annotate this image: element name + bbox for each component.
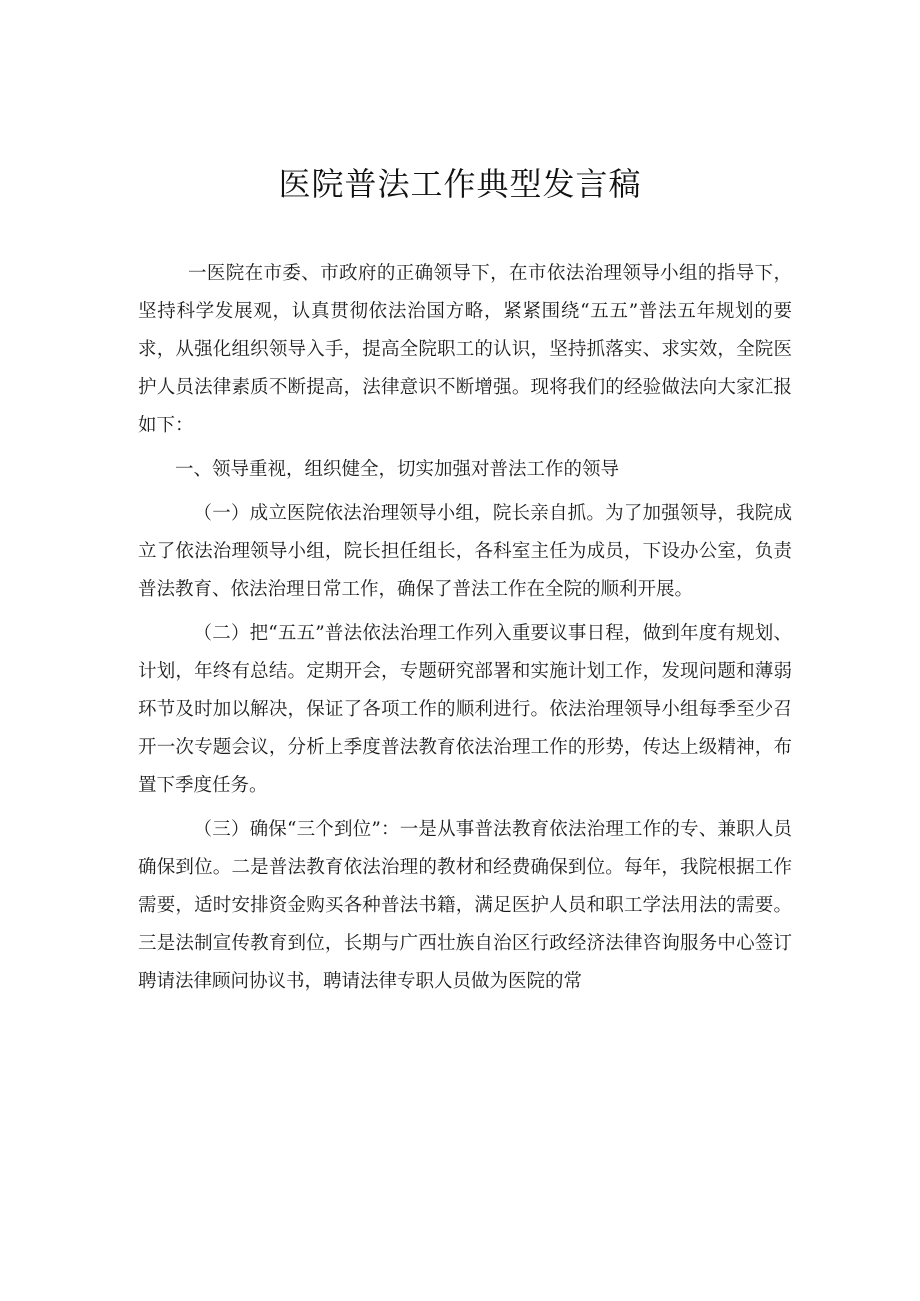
document-body [138,255,792,1001]
paragraph-item-1: （一）成立医院依法治理领导小组，院长亲自抓。为了加强领导，我院成立了依法治理领导小组，院长担任组长，各科室主任为成员，下设办公室，负责普法教育、依法治理日常工作，确保了普法工作在全院的顺利开展。 [138,503,792,600]
paragraph-item-3: （三）确保“三个到位”：一是从事普法教育依法治理工作的专、兼职人员确保到位。二是普法教育依法治理的教材和经费确保到位。每年，我院根据工作需要，适时安排资金购买各种普法书籍，满足医护人员和职工学法用法的需要。三是法制宣传教育到位，长期与广西壮族自治区行政经济法律咨询服务中心签订聘请法律顾问协议书，聘请法律专职人员做为医院的常 [138,819,792,992]
intro-paragraph: 一医院在市委、市政府的正确领导下，在市依法治理领导小组的指导下，坚持科学发展观，认真贯彻依法治国方略，紧紧围绕“五五”普法五年规划的要求，从强化组织领导入手，提高全院职工的认识，坚持抓落实、求实效，全院医护人员法律素质不断提高，法律意识不断增强。现将我们的经验做法向大家汇报如下： [138,263,792,436]
paragraph-item-2: （二）把“五五”普法依法治理工作列入重要议事日程，做到年度有规划、计划，年终有总结。定期开会，专题研究部署和实施计划工作，发现问题和薄弱环节及时加以解决，保证了各项工作的顺利进行。依法治理领导小组每季至少召开一次专题会议，分析上季度普法教育依法治理工作的形势，传达上级精神，布置下季度任务。 [138,623,792,796]
section-heading: 一、领导重视，组织健全，切实加强对普法工作的领导 [175,459,620,480]
document-title: 医院普法工作典型发言稿 [278,165,642,203]
